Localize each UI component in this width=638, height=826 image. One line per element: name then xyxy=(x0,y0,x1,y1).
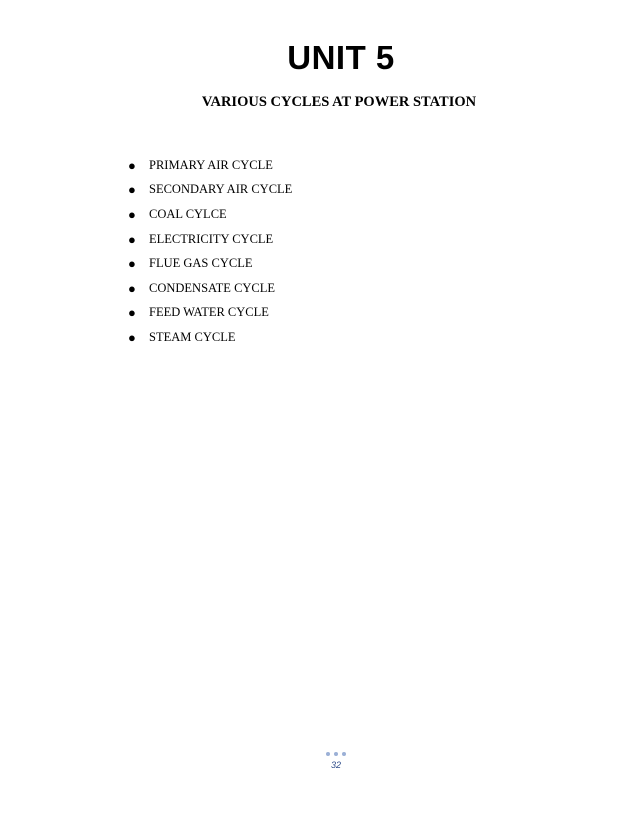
list-item-label: SECONDARY AIR CYCLE xyxy=(149,182,293,197)
bullet-icon: ● xyxy=(128,231,136,247)
bullet-icon: ● xyxy=(128,305,136,321)
page-footer xyxy=(0,752,638,770)
list-item xyxy=(128,325,292,350)
list-item xyxy=(128,202,292,227)
unit-title-text: UNIT 5 xyxy=(287,39,395,76)
dot-icon xyxy=(326,752,330,756)
footer-dots-icon xyxy=(17,752,638,756)
list-item-label: PRIMARY AIR CYCLE xyxy=(149,157,273,172)
list-item-label: FEED WATER CYCLE xyxy=(149,305,269,320)
section-subtitle-text: VARIOUS CYCLES AT POWER STATION xyxy=(201,94,477,110)
section-subtitle xyxy=(0,93,638,111)
list-item xyxy=(128,178,292,203)
page-number: 32 xyxy=(330,760,341,770)
bullet-icon: ● xyxy=(128,256,136,272)
bullet-icon: ● xyxy=(128,280,136,296)
dot-icon xyxy=(334,752,338,756)
bullet-icon: ● xyxy=(128,182,136,198)
bullet-icon: ● xyxy=(128,206,136,222)
list-item-label: FLUE GAS CYCLE xyxy=(149,256,253,271)
bullet-icon: ● xyxy=(128,329,136,345)
list-item xyxy=(128,227,292,252)
list-item xyxy=(128,153,292,178)
list-item-label: ELECTRICITY CYCLE xyxy=(149,231,274,246)
dot-icon xyxy=(342,752,346,756)
list-item xyxy=(128,251,292,276)
cycle-list xyxy=(128,153,292,350)
list-item-label: STEAM CYCLE xyxy=(149,329,236,344)
list-item-label: COAL CYLCE xyxy=(149,206,227,221)
list-item-label: CONDENSATE CYCLE xyxy=(149,280,276,295)
list-item xyxy=(128,276,292,301)
unit-title xyxy=(0,38,638,78)
bullet-icon: ● xyxy=(128,157,136,173)
list-item xyxy=(128,301,292,326)
